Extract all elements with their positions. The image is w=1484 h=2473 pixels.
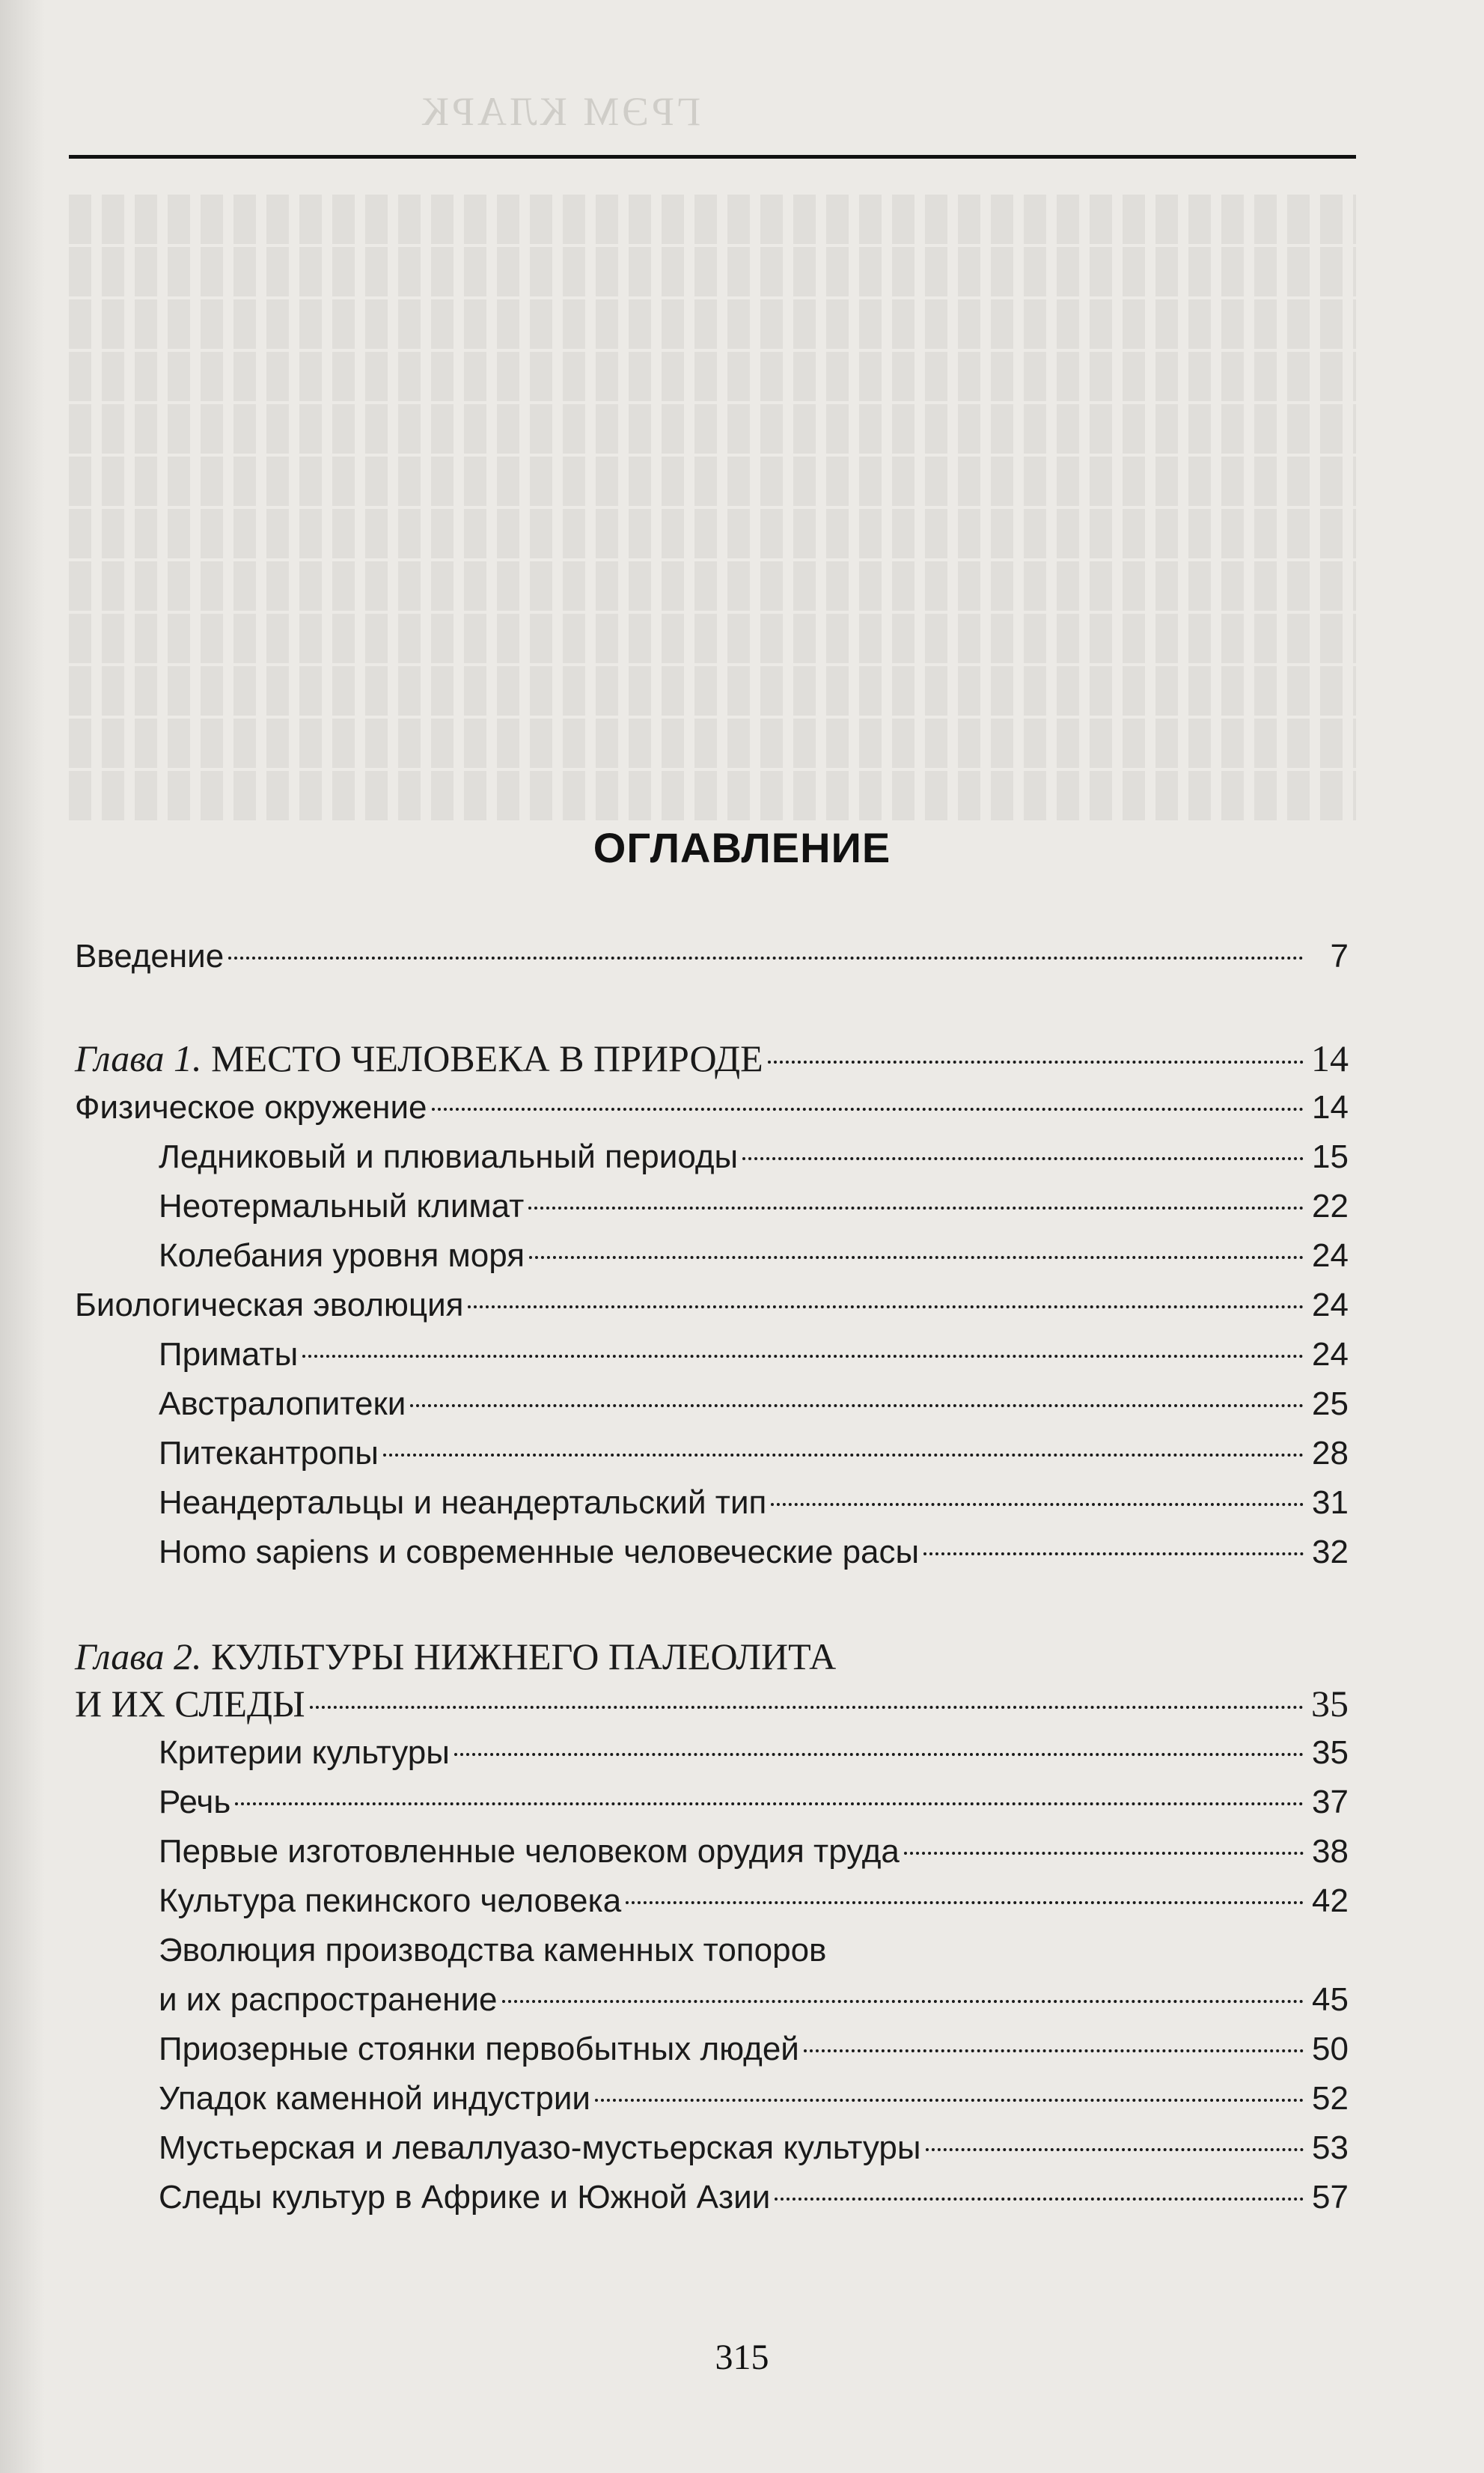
dot-leader: [410, 1404, 1304, 1407]
page-number: 315: [715, 2338, 769, 2377]
dot-leader: [923, 1552, 1304, 1555]
toc-entry[interactable]: [75, 1184, 1349, 1234]
toc-entry[interactable]: [75, 1780, 1349, 1829]
toc-entry[interactable]: [75, 1085, 1349, 1135]
toc-entry-page: 7: [1330, 938, 1349, 975]
toc-entry-label: Биологическая эволюция: [75, 1287, 464, 1323]
dot-leader: [742, 1157, 1304, 1160]
toc-entry[interactable]: [75, 2175, 1349, 2225]
toc-entry[interactable]: [75, 1283, 1349, 1332]
toc-entry-label: Эволюция производства каменных топоров: [159, 1932, 827, 1969]
table-of-contents: [75, 934, 1349, 2225]
toc-entry-label-cont: И ИХ СЛЕДЫ: [75, 1683, 305, 1725]
toc-entry-page: 45: [1312, 1981, 1349, 2018]
chapter-prefix: Глава 1.: [75, 1037, 202, 1079]
dot-leader: [926, 2148, 1304, 2151]
toc-entry-two-line[interactable]: [75, 1928, 1349, 2027]
toc-entry-label: Речь: [159, 1784, 231, 1820]
toc-entry-page: 22: [1312, 1188, 1349, 1225]
dot-leader: [383, 1454, 1304, 1457]
dot-leader: [529, 1256, 1304, 1259]
page-edge-shadow: [0, 0, 45, 2473]
toc-entry-page: 24: [1312, 1287, 1349, 1323]
dot-leader: [528, 1207, 1304, 1210]
header-rule: [69, 155, 1356, 159]
toc-entry-label: Ледниковый и плювиальный периоды: [159, 1138, 739, 1175]
dot-leader: [775, 2198, 1304, 2201]
toc-entry-intro[interactable]: [75, 934, 1349, 984]
toc-entry-label-cont: и их распространение: [159, 1981, 498, 2018]
toc-entry-page: 25: [1312, 1385, 1349, 1422]
dot-leader: [595, 2099, 1304, 2102]
toc-entry-label: Мустьерская и леваллуазо-мустьерская культуры: [159, 2129, 921, 2166]
toc-entry[interactable]: [75, 1731, 1349, 1780]
toc-entry[interactable]: [75, 2027, 1349, 2076]
toc-entry[interactable]: [75, 1481, 1349, 1530]
toc-entry-page: 35: [1311, 1683, 1349, 1725]
toc-entry-label: Следы культур в Африке и Южной Азии: [159, 2179, 771, 2216]
toc-entry-page: 14: [1311, 1037, 1349, 1079]
toc-entry-label: Культура пекинского человека: [159, 1882, 622, 1919]
toc-entry-label: Неотермальный климат: [159, 1188, 525, 1225]
toc-entry-page: 24: [1312, 1336, 1349, 1373]
toc-entry-label: МЕСТО ЧЕЛОВЕКА В ПРИРОДЕ: [211, 1037, 763, 1079]
toc-entry-page: 32: [1312, 1534, 1349, 1570]
page-title: ОГЛАВЛЕНИЕ: [593, 824, 891, 871]
toc-entry[interactable]: [75, 1332, 1349, 1382]
dot-leader: [771, 1503, 1304, 1506]
toc-entry-page: 37: [1312, 1784, 1349, 1820]
toc-entry-page: 38: [1312, 1833, 1349, 1870]
toc-entry[interactable]: [75, 2126, 1349, 2175]
toc-entry[interactable]: [75, 1431, 1349, 1481]
toc-entry-page: 52: [1312, 2080, 1349, 2117]
toc-entry-page: 24: [1312, 1237, 1349, 1274]
toc-entry-label: Критерии культуры: [159, 1734, 450, 1771]
toc-entry-label: Питекантропы: [159, 1435, 379, 1472]
toc-entry[interactable]: [75, 1530, 1349, 1579]
toc-entry-label: Австралопитеки: [159, 1385, 406, 1422]
toc-entry[interactable]: [75, 2076, 1349, 2126]
dot-leader: [454, 1753, 1304, 1756]
toc-chapter-2[interactable]: [75, 1632, 1349, 1731]
toc-entry[interactable]: [75, 1879, 1349, 1928]
toc-entry-label: Введение: [75, 938, 225, 975]
toc-entry[interactable]: [75, 1234, 1349, 1283]
toc-entry-label: Физическое окружение: [75, 1089, 427, 1126]
chapter-prefix: Глава 2.: [75, 1635, 202, 1677]
toc-chapter-1[interactable]: [75, 1036, 1349, 1085]
dot-leader: [228, 957, 1304, 960]
dot-leader: [468, 1305, 1304, 1308]
dot-leader: [432, 1108, 1304, 1111]
toc-entry-page: 35: [1312, 1734, 1349, 1771]
running-head-bleed: ГРЭМ КЛАРК: [419, 89, 701, 134]
toc-entry-label: Приматы: [159, 1336, 299, 1373]
dot-leader: [302, 1355, 1304, 1358]
toc-entry-page: 15: [1312, 1138, 1349, 1175]
dot-leader: [804, 2049, 1304, 2052]
toc-entry-page: 50: [1312, 2031, 1349, 2067]
toc-entry-page: 57: [1312, 2179, 1349, 2216]
toc-entry[interactable]: [75, 1135, 1349, 1184]
toc-entry[interactable]: [75, 1382, 1349, 1431]
toc-entry-label: КУЛЬТУРЫ НИЖНЕГО ПАЛЕОЛИТА: [211, 1635, 837, 1677]
dot-leader: [904, 1852, 1304, 1855]
toc-entry-label: Homo sapiens и современные человеческие расы: [159, 1534, 920, 1570]
toc-entry[interactable]: [75, 1829, 1349, 1879]
toc-entry-page: 28: [1312, 1435, 1349, 1472]
toc-entry-label: Неандертальцы и неандертальский тип: [159, 1484, 767, 1521]
toc-entry-page: 31: [1312, 1484, 1349, 1521]
toc-entry-page: 42: [1312, 1882, 1349, 1919]
dot-leader: [502, 2000, 1304, 2003]
toc-entry-page: 14: [1312, 1089, 1349, 1126]
dot-leader: [235, 1802, 1304, 1805]
toc-entry-label: Приозерные стоянки первобытных людей: [159, 2031, 799, 2067]
toc-entry-label: Упадок каменной индустрии: [159, 2080, 591, 2117]
dot-leader: [768, 1061, 1304, 1064]
toc-entry-page: 53: [1312, 2129, 1349, 2166]
dot-leader: [310, 1706, 1304, 1709]
toc-entry-label: Первые изготовленные человеком орудия труда: [159, 1833, 900, 1870]
toc-entry-label: Колебания уровня моря: [159, 1237, 525, 1274]
dot-leader: [626, 1901, 1304, 1904]
